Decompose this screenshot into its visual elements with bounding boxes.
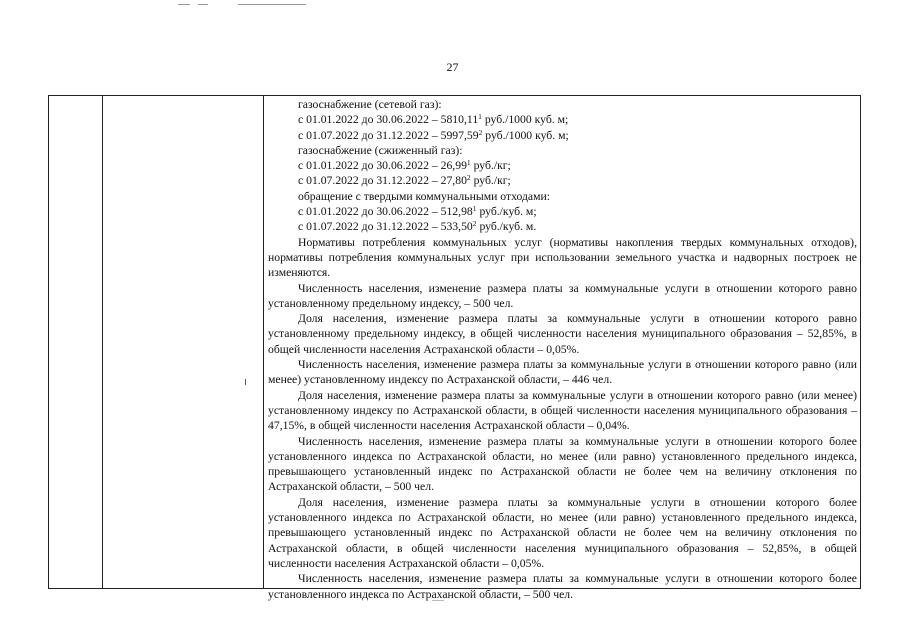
paragraph: Нормативы потребления коммунальных услуг (нормативы накопления твердых коммунальных отходов), нормативы потребления коммунальных услуг при использовании земельного участка и надворных построек не изменяются.	[268, 235, 857, 280]
paragraph: Численность населения, изменение размера платы за коммунальные услуги в отношении которого более установленного индекса по Астраханской области, но менее (или равно) установленного предельного индекса, превышающего установленный индекс по Астраханской области не более чем на величину отклонения по Астраханской области, – 500 чел.	[268, 434, 857, 494]
tariff-rate	[268, 112, 857, 127]
tariff-unit: руб./куб. м.	[476, 220, 537, 234]
tariff-text: с 01.07.2022 до 31.12.2022 – 5997,59	[298, 128, 479, 142]
paragraph: Численность населения, изменение размера платы за коммунальные услуги в отношении которого более установленного индекса по Астраханской области, – 500 чел.	[268, 572, 857, 601]
tariff-heading	[268, 189, 857, 204]
tariff-list	[268, 97, 857, 235]
tariff-text: с 01.07.2022 до 31.12.2022 – 27,80	[298, 174, 467, 188]
paragraph-list	[268, 235, 857, 602]
tariff-text: газоснабжение (сжиженный газ):	[298, 143, 463, 157]
tariff-unit: руб./кг;	[470, 174, 511, 188]
tariff-text: с 01.01.2022 до 30.06.2022 – 5810,11	[298, 113, 479, 127]
tariff-unit: руб./куб. м;	[476, 205, 537, 219]
tariff-unit: руб./1000 куб. м;	[481, 113, 569, 127]
footnote-mark: 2	[478, 127, 483, 137]
tariff-unit: руб./1000 куб. м;	[482, 128, 569, 142]
tariff-heading	[268, 143, 857, 158]
paragraph: Доля населения, изменение размера платы за коммунальные услуги в отношении которого равно установленному предельному индексу, в общей численности населения муниципального образования – 52,85%, в общей численности населения Астраханской области – 0,05%.	[268, 312, 857, 356]
tariff-text: газоснабжение (сетевой газ):	[298, 98, 442, 111]
paragraph: Доля населения, изменение размера платы за коммунальные услуги в отношении которого равно (или менее) установленному индексу по Астраханской области, в общей численности населения муниципального образования – 47,15%, в общей численности населения Астраханской области – 0,04%.	[268, 388, 857, 433]
tariff-text: с 01.01.2022 до 30.06.2022 – 26,99	[298, 159, 467, 173]
table-column-name	[103, 96, 264, 588]
footnote-mark: 1	[466, 158, 471, 168]
tariff-unit: руб./кг;	[470, 159, 511, 173]
document-table	[48, 95, 861, 601]
footnote-mark: 2	[472, 219, 477, 229]
scan-mark	[432, 600, 444, 601]
tariff-text: с 01.01.2022 до 30.06.2022 – 512,98	[298, 205, 473, 219]
scan-artifact	[245, 379, 246, 385]
page-number: 27	[446, 60, 459, 74]
scan-marks	[0, 4, 905, 10]
paragraph: Доля населения, изменение размера платы за коммунальные услуги в отношении которого более установленного индекса по Астраханской области, но менее (или равно) установленного предельного индекса, превышающего установленный индекс по Астраханской области не более чем на величину отклонения по Астраханской области, в общей численности населения муниципального образования – 52,85%, в общей численности населения Астраханской области – 0,05%.	[268, 495, 857, 570]
footnote-mark: 1	[472, 204, 477, 214]
tariff-text: обращение с твердыми коммунальными отходами:	[298, 189, 551, 203]
footnote-mark: 1	[478, 112, 482, 122]
tariff-text: с 01.07.2022 до 31.12.2022 – 533,50	[298, 220, 473, 234]
tariff-rate	[268, 128, 857, 143]
tariff-rate	[268, 219, 857, 234]
paragraph: Численность населения, изменение размера платы за коммунальные услуги в отношении которого равно (или менее) установленному индексу по Астраханской области, – 446 чел.	[268, 358, 857, 387]
paragraph: Численность населения, изменение размера платы за коммунальные услуги в отношении которого равно установленному предельному индексу, – 500 чел.	[268, 281, 857, 310]
table-column-content	[264, 96, 860, 601]
tariff-rate	[268, 158, 857, 173]
tariff-heading	[268, 97, 857, 112]
footnote-mark: 2	[466, 173, 471, 183]
table-column-number	[49, 96, 103, 588]
tariff-rate	[268, 204, 857, 219]
tariff-rate	[268, 173, 857, 188]
